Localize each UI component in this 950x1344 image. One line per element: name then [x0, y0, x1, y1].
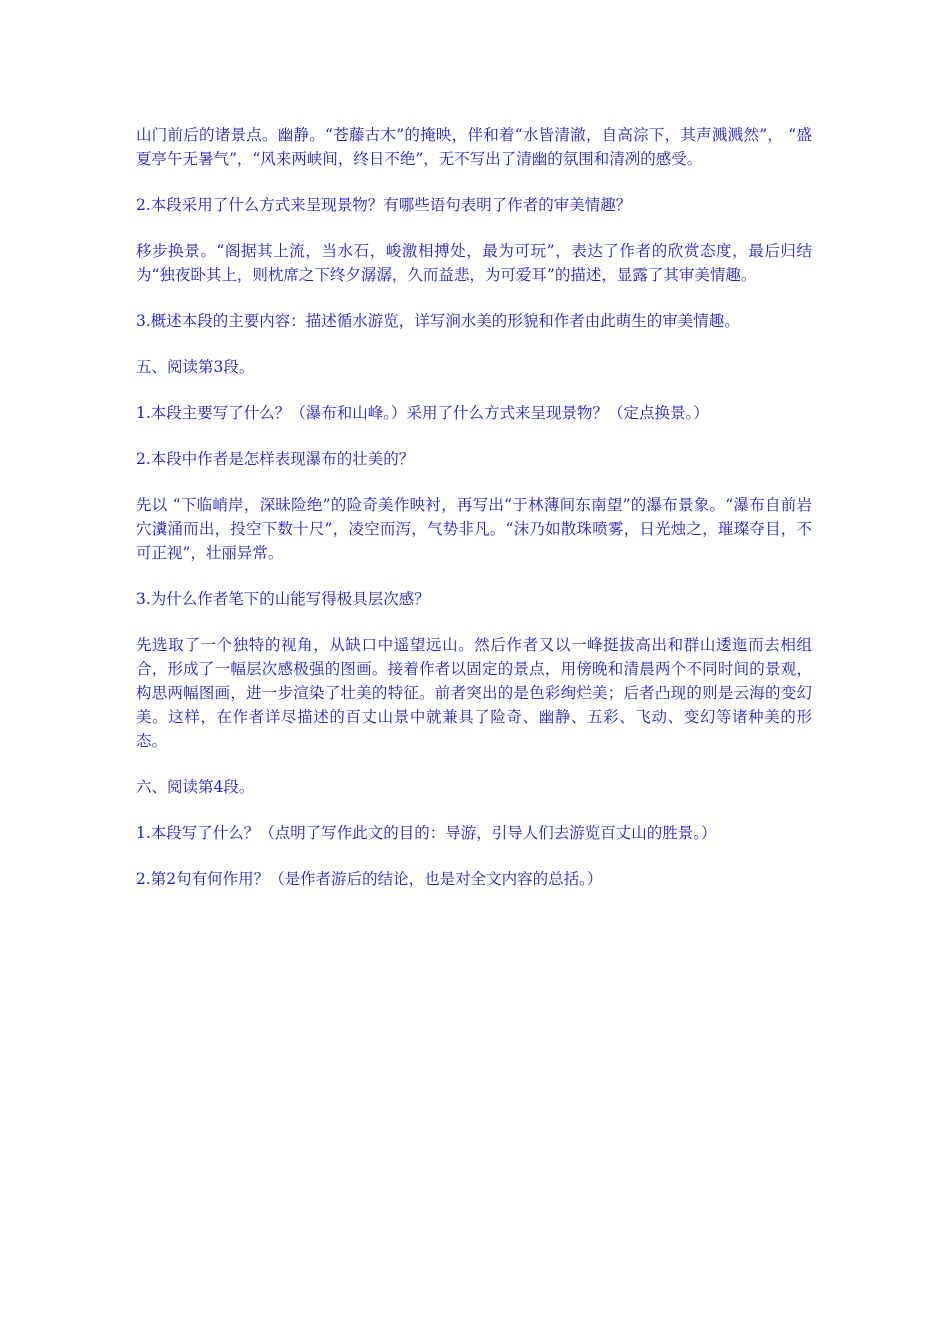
question-2-method: 2.本段采用了什么方式来呈现景物？有哪些语句表明了作者的审美情趣？	[136, 196, 632, 214]
answer-2-waterfall: 先以 “下临峭岸，深昧险绝”的险奇美作映衬，再写出“于林薄间东南望”的瀑布景象。“瀑布自前岩穴瀵涌而出，投空下数十尺”，凌空而泻，气势非凡。“沫乃如散珠喷雾，日光烛之，璀璨夺目，不可正视”，壮丽异常。	[136, 496, 812, 562]
question-1-section-five: 1.本段主要写了什么？（瀑布和山峰。）采用了什么方式来呈现景物？（定点换景。）	[136, 404, 709, 422]
document-body	[136, 123, 812, 913]
question-3-layers: 3.为什么作者笔下的山能写得极具层次感？	[136, 590, 430, 608]
answer-2-method: 移步换景。“阁据其上流，当水石，峻激相搏处，最为可玩”，表达了作者的欣赏态度，最后归结为“独夜卧其上，则枕席之下终夕潺潺，久而益悲，为可爱耳”的描述，显露了其审美情趣。	[136, 242, 812, 284]
paragraph-scenery-summary: 山门前后的诸景点。幽静。“苍藤古木”的掩映，伴和着“水皆清澈，自高淙下，其声溅溅然”， “盛夏亭午无暑气”，“风来两峡间，终日不绝”，无不写出了清幽的氛围和清冽的感受。	[136, 126, 812, 168]
question-3-summary: 3.概述本段的主要内容：描述循水游览，详写涧水美的形貌和作者由此萌生的审美情趣。	[136, 312, 740, 330]
section-heading-six: 六、阅读第4段。	[136, 778, 255, 796]
question-2-section-six: 2.第2句有何作用？（是作者游后的结论，也是对全文内容的总括。）	[136, 870, 603, 888]
section-heading-five: 五、阅读第3段。	[136, 358, 255, 376]
question-2-waterfall: 2.本段中作者是怎样表现瀑布的壮美的？	[136, 450, 415, 468]
question-1-section-six: 1.本段写了什么？（点明了写作此文的目的：导游，引导人们去游览百丈山的胜景。）	[136, 824, 717, 842]
answer-3-layers: 先选取了一个独特的视角，从缺口中遥望远山。然后作者又以一峰挺拔高出和群山逶迤而去相组合，形成了一幅层次感极强的图画。接着作者以固定的景点，用傍晚和清晨两个不同时间的景观，构思两幅图画，进一步渲染了壮美的特征。前者突出的是色彩绚烂美；后者凸现的则是云海的变幻美。这样，在作者详尽描述的百丈山景中就兼具了险奇、幽静、五彩、飞动、变幻等诸种美的形态。	[136, 636, 812, 750]
